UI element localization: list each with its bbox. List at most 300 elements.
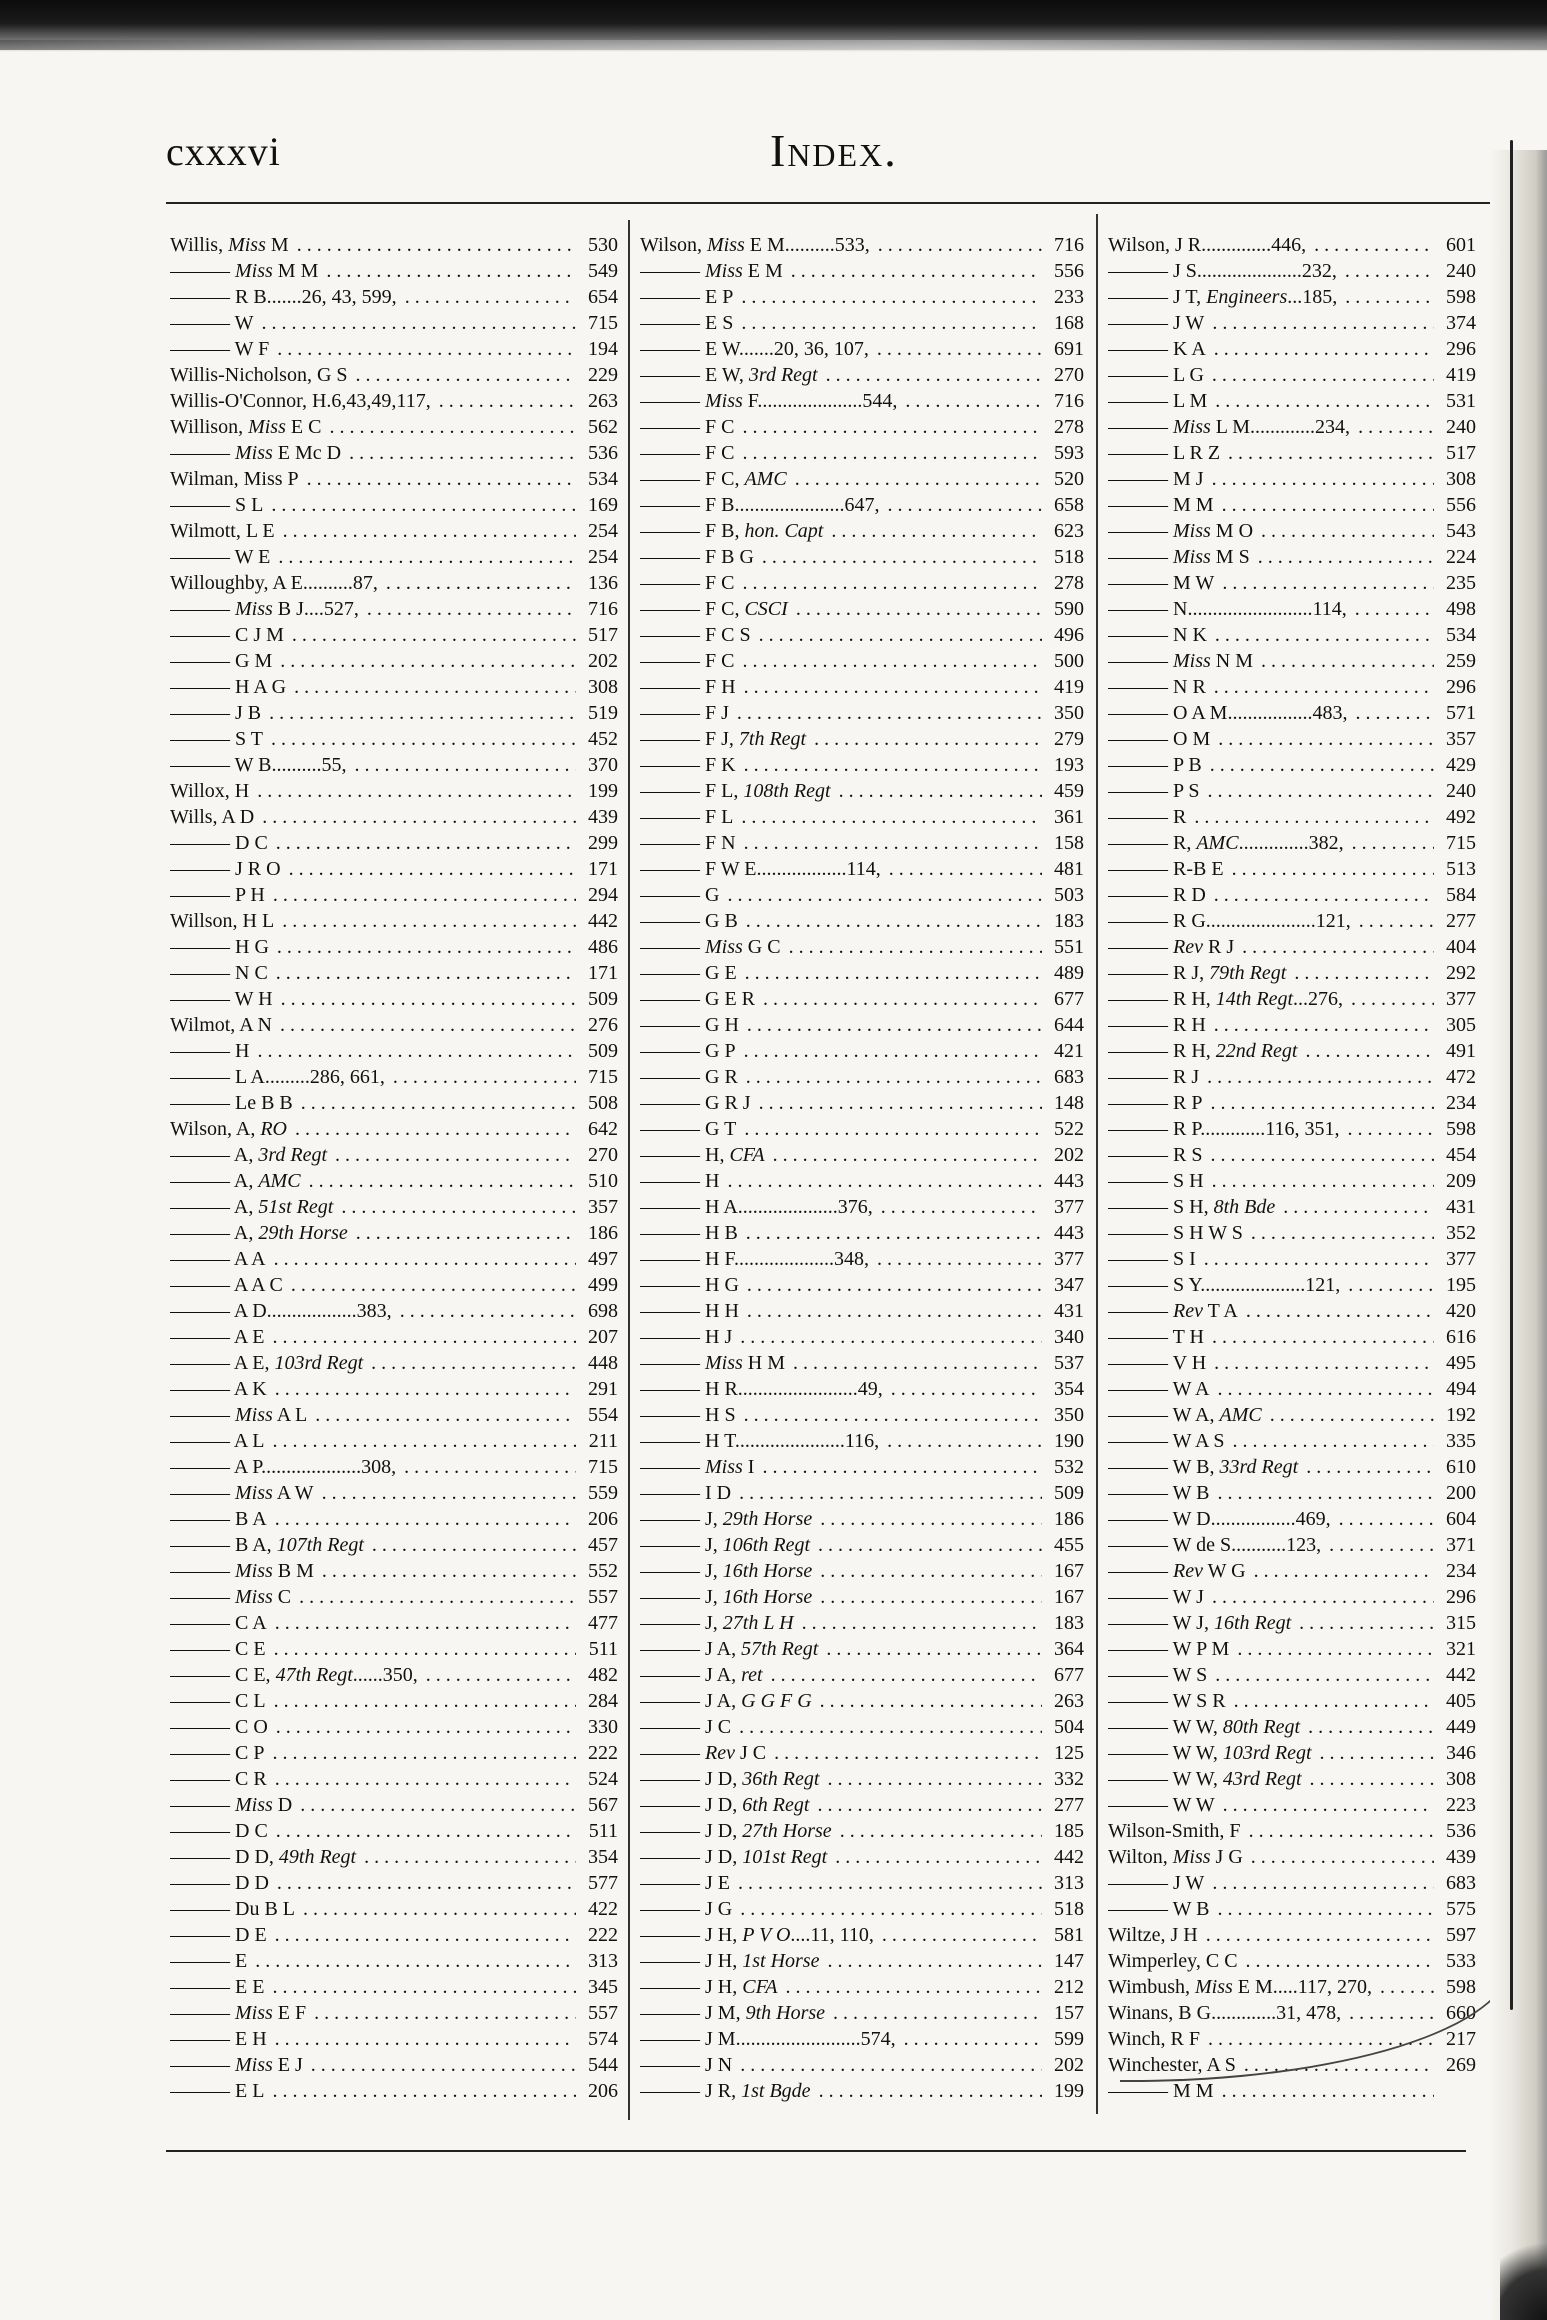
index-entry: [170, 232, 618, 258]
entry-page-number: 357: [1442, 726, 1476, 752]
entry-page-number: 439: [1442, 1844, 1476, 1870]
entry-name: ——— R D: [1108, 884, 1209, 906]
index-entry: [1108, 1662, 1476, 1688]
entry-page-number: 332: [1050, 1766, 1084, 1792]
index-entry: [1108, 596, 1476, 622]
index-entry: [640, 1948, 1084, 1974]
index-entry: [1108, 1376, 1476, 1402]
entry-page-number: 683: [1050, 1064, 1084, 1090]
entry-page-number: 530: [584, 232, 618, 258]
index-entry: [640, 648, 1084, 674]
entry-name: ——— D D, 49th Regt: [170, 1846, 359, 1868]
top-scan-shadow: [0, 40, 1547, 50]
index-entry: [170, 258, 618, 284]
index-entry: [1108, 1818, 1476, 1844]
entry-page-number: 491: [1442, 1038, 1476, 1064]
entry-name: ——— F N: [640, 832, 739, 854]
entry-name: ——— J E: [640, 1872, 733, 1894]
entry-page-number: 422: [584, 1896, 618, 1922]
entry-name: ——— J, 29th Horse: [640, 1508, 815, 1530]
entry-name: ——— Rev R J: [1108, 936, 1237, 958]
entry-name: ——— J A, G G F G: [640, 1690, 815, 1712]
entry-name: ——— J D, 101st Regt: [640, 1846, 830, 1868]
entry-name: ——— M M: [1108, 494, 1217, 516]
entry-page-number: 313: [1050, 1870, 1084, 1896]
entry-name: ——— W A: [1108, 1378, 1213, 1400]
entry-page-number: 194: [584, 336, 618, 362]
entry-name: ——— G H: [640, 1014, 742, 1036]
index-entry: [1108, 752, 1476, 778]
index-entry: [640, 1376, 1084, 1402]
entry-name: ——— F B, hon. Capt: [640, 520, 826, 542]
entry-page-number: 449: [1442, 1714, 1476, 1740]
entry-name: ——— E W.......20, 36, 107,: [640, 338, 872, 360]
entry-name: ——— C R: [170, 1768, 270, 1790]
entry-page-number: 171: [584, 856, 618, 882]
index-entry: [1108, 1142, 1476, 1168]
index-entry: [170, 1792, 618, 1818]
entry-page-number: 571: [1442, 700, 1476, 726]
entry-name: ——— W S R: [1108, 1690, 1229, 1712]
index-entry: [170, 1558, 618, 1584]
entry-page-number: 500: [1050, 648, 1084, 674]
index-entry: [170, 1584, 618, 1610]
index-entry: [1108, 622, 1476, 648]
entry-name: ——— E E: [170, 1976, 267, 1998]
entry-page-number: 644: [1050, 1012, 1084, 1038]
entry-name: ——— Miss I: [640, 1456, 757, 1478]
entry-page-number: 377: [1442, 1246, 1476, 1272]
entry-page-number: 574: [584, 2026, 618, 2052]
entry-name: ——— Miss G C: [640, 936, 784, 958]
entry-page-number: 211: [585, 1428, 618, 1454]
index-entry: [640, 2052, 1084, 2078]
index-entry: [1108, 1766, 1476, 1792]
index-entry: [170, 674, 618, 700]
index-entry: [640, 570, 1084, 596]
entry-page-number: 195: [1442, 1272, 1476, 1298]
entry-page-number: 354: [584, 1844, 618, 1870]
entry-page-number: 495: [1442, 1350, 1476, 1376]
entry-page-number: 715: [584, 1064, 618, 1090]
entry-page-number: 354: [1050, 1376, 1084, 1402]
entry-name: Willox, H: [170, 780, 252, 802]
index-entry: [1108, 1012, 1476, 1038]
entry-page-number: 222: [584, 1740, 618, 1766]
entry-name: ——— P S: [1108, 780, 1203, 802]
entry-page-number: 377: [1442, 986, 1476, 1012]
entry-name: ——— D D: [170, 1872, 272, 1894]
entry-name: ——— R H: [1108, 1014, 1209, 1036]
index-entry: [1108, 1116, 1476, 1142]
entry-name: ——— F K: [640, 754, 739, 776]
index-entry: [170, 466, 618, 492]
index-entry: [170, 362, 618, 388]
entry-name: ——— W A S: [1108, 1430, 1228, 1452]
entry-page-number: 716: [1050, 388, 1084, 414]
index-entry: [1108, 388, 1476, 414]
entry-name: Willison, Miss E C: [170, 416, 324, 438]
index-entry: [1108, 934, 1476, 960]
index-entry: [170, 1298, 618, 1324]
entry-name: ——— Miss F.....................544,: [640, 390, 900, 412]
entry-name: ——— M W: [1108, 572, 1217, 594]
entry-page-number: 270: [1050, 362, 1084, 388]
index-entry: [170, 1064, 618, 1090]
entry-name: ——— W B..........55,: [170, 754, 350, 776]
entry-page-number: 557: [584, 1584, 618, 1610]
index-entry: [640, 726, 1084, 752]
page-title: Index.: [770, 125, 898, 176]
entry-page-number: 481: [1050, 856, 1084, 882]
entry-name: ——— A E, 103rd Regt: [170, 1352, 366, 1374]
entry-name: ——— H G: [170, 936, 272, 958]
entry-page-number: 421: [1050, 1038, 1084, 1064]
index-entry: [640, 1792, 1084, 1818]
entry-name: ——— Rev W G: [1108, 1560, 1249, 1582]
entry-name: ——— C J M: [170, 624, 287, 646]
index-entry: [1108, 1402, 1476, 1428]
index-entry: [1108, 414, 1476, 440]
entry-page-number: 278: [1050, 414, 1084, 440]
entry-page-number: 520: [1050, 466, 1084, 492]
entry-name: ——— J M, 9th Horse: [640, 2002, 828, 2024]
entry-name: ——— W: [170, 312, 257, 334]
entry-page-number: 494: [1442, 1376, 1476, 1402]
index-entry: [640, 934, 1084, 960]
entry-name: ——— Miss E M: [640, 260, 786, 282]
entry-page-number: 544: [584, 2052, 618, 2078]
entry-name: ——— H, CFA: [640, 1144, 768, 1166]
entry-name: ——— J H, 1st Horse: [640, 1950, 822, 1972]
entry-page-number: 590: [1050, 596, 1084, 622]
entry-name: ——— W P M: [1108, 1638, 1232, 1660]
index-entry: [170, 414, 618, 440]
index-entry: [170, 908, 618, 934]
entry-page-number: 556: [1050, 258, 1084, 284]
entry-name: Willis-O'Connor, H.6,43,49,117,: [170, 390, 434, 412]
entry-page-number: 199: [1050, 2078, 1084, 2104]
entry-name: ——— J, 27th L H: [640, 1612, 797, 1634]
index-entry: [170, 570, 618, 596]
entry-name: ——— A L: [170, 1430, 267, 1452]
index-entry: [1108, 726, 1476, 752]
index-entry: [640, 258, 1084, 284]
entry-name: Wilson, A, RO: [170, 1118, 290, 1140]
entry-name: ——— S L: [170, 494, 266, 516]
entry-page-number: 715: [584, 1454, 618, 1480]
index-entry: [640, 1714, 1084, 1740]
entry-page-number: 148: [1050, 1090, 1084, 1116]
entry-name: ——— Miss D: [170, 1794, 295, 1816]
entry-name: ——— D C: [170, 832, 271, 854]
entry-name: ——— L M: [1108, 390, 1210, 412]
index-entry: [640, 2078, 1084, 2104]
entry-page-number: 616: [1442, 1324, 1476, 1350]
entry-page-number: 716: [584, 596, 618, 622]
entry-page-number: 277: [1050, 1792, 1084, 1818]
entry-page-number: 536: [1442, 1818, 1476, 1844]
entry-name: ——— A, AMC: [170, 1170, 304, 1192]
entry-name: ——— H H: [640, 1300, 742, 1322]
entry-page-number: 452: [584, 726, 618, 752]
index-entry: [1108, 856, 1476, 882]
index-entry: [640, 1324, 1084, 1350]
header-rule: [166, 202, 1496, 204]
entry-page-number: 263: [584, 388, 618, 414]
entry-name: Wilmot, A N: [170, 1014, 275, 1036]
entry-name: ——— W B, 33rd Regt: [1108, 1456, 1301, 1478]
page-corner-shadow: [1500, 2220, 1547, 2320]
entry-name: ——— V H: [1108, 1352, 1209, 1374]
index-entry: [640, 466, 1084, 492]
entry-name: ——— C P: [170, 1742, 267, 1764]
entry-page-number: 223: [1442, 1792, 1476, 1818]
index-entry: [170, 1038, 618, 1064]
entry-name: ——— S Y.....................121,: [1108, 1274, 1343, 1296]
entry-page-number: 357: [584, 1194, 618, 1220]
index-entry: [170, 1844, 618, 1870]
entry-page-number: 254: [584, 518, 618, 544]
index-entry: [170, 1142, 618, 1168]
entry-page-number: 186: [584, 1220, 618, 1246]
entry-name: Willis, Miss M: [170, 234, 292, 256]
index-entry: [640, 830, 1084, 856]
entry-name: ——— S H, 8th Bde: [1108, 1196, 1278, 1218]
entry-page-number: 533: [1442, 1948, 1476, 1974]
entry-page-number: 321: [1442, 1636, 1476, 1662]
index-entry: [1108, 1610, 1476, 1636]
entry-page-number: 405: [1442, 1688, 1476, 1714]
entry-name: ——— H: [640, 1170, 722, 1192]
index-entry: [640, 1818, 1084, 1844]
index-entry: [1108, 336, 1476, 362]
index-entry: [170, 934, 618, 960]
entry-page-number: 200: [1442, 1480, 1476, 1506]
entry-page-number: 370: [584, 752, 618, 778]
index-entry: [640, 908, 1084, 934]
footer-rule: [166, 2150, 1466, 2152]
index-column-1: [170, 232, 618, 2104]
index-entry: [170, 1870, 618, 1896]
entry-page-number: 222: [584, 1922, 618, 1948]
entry-name: ——— G B: [640, 910, 741, 932]
entry-page-number: 511: [585, 1636, 618, 1662]
entry-page-number: 519: [584, 700, 618, 726]
entry-name: ——— H G: [640, 1274, 742, 1296]
entry-page-number: 511: [585, 1818, 618, 1844]
entry-name: ——— A, 51st Regt: [170, 1196, 336, 1218]
entry-page-number: 482: [584, 1662, 618, 1688]
entry-page-number: 419: [1050, 674, 1084, 700]
index-entry: [640, 2000, 1084, 2026]
index-entry: [1108, 310, 1476, 336]
entry-page-number: 340: [1050, 1324, 1084, 1350]
entry-page-number: 448: [584, 1350, 618, 1376]
index-entry: [170, 830, 618, 856]
index-entry: [640, 1064, 1084, 1090]
entry-page-number: 443: [1050, 1220, 1084, 1246]
entry-name: ——— W de S...........123,: [1108, 1534, 1324, 1556]
entry-page-number: 404: [1442, 934, 1476, 960]
entry-page-number: 240: [1442, 414, 1476, 440]
index-entry: [640, 388, 1084, 414]
index-entry: [170, 1116, 618, 1142]
entry-page-number: 556: [1442, 492, 1476, 518]
entry-page-number: 240: [1442, 778, 1476, 804]
entry-name: ——— E H: [170, 2028, 270, 2050]
entry-name: ——— L G: [1108, 364, 1207, 386]
entry-page-number: 677: [1050, 986, 1084, 1012]
index-entry: [1108, 648, 1476, 674]
index-entry: [170, 622, 618, 648]
entry-page-number: 277: [1442, 908, 1476, 934]
entry-page-number: 517: [584, 622, 618, 648]
index-entry: [640, 1766, 1084, 1792]
index-entry: [640, 1012, 1084, 1038]
index-entry: [170, 544, 618, 570]
index-entry: [170, 1246, 618, 1272]
entry-name: ——— Miss M S: [1108, 546, 1253, 568]
entry-page-number: 276: [584, 1012, 618, 1038]
entry-name: ——— F C, AMC: [640, 468, 790, 490]
entry-page-number: 229: [584, 362, 618, 388]
index-entry: [640, 544, 1084, 570]
entry-name: ——— H J: [640, 1326, 735, 1348]
entry-page-number: 531: [1442, 388, 1476, 414]
index-entry: [640, 1142, 1084, 1168]
entry-name: ——— L R Z: [1108, 442, 1223, 464]
index-entry: [170, 1610, 618, 1636]
entry-page-number: 472: [1442, 1064, 1476, 1090]
entry-name: ——— N C: [170, 962, 271, 984]
index-entry: [640, 336, 1084, 362]
entry-name: ——— J S.....................232,: [1108, 260, 1340, 282]
entry-page-number: 296: [1442, 674, 1476, 700]
entry-name: ——— S H W S: [1108, 1222, 1246, 1244]
entry-page-number: 259: [1442, 648, 1476, 674]
entry-page-number: 575: [1442, 1896, 1476, 1922]
entry-page-number: 374: [1442, 310, 1476, 336]
index-entry: [1108, 1194, 1476, 1220]
entry-page-number: 534: [1442, 622, 1476, 648]
entry-page-number: 234: [1442, 1558, 1476, 1584]
entry-page-number: 294: [584, 882, 618, 908]
entry-name: ——— F C, CSCI: [640, 598, 791, 620]
entry-name: ——— F B G: [640, 546, 757, 568]
index-entry: [1108, 284, 1476, 310]
index-entry: [640, 284, 1084, 310]
entry-page-number: 536: [584, 440, 618, 466]
entry-page-number: 361: [1050, 804, 1084, 830]
index-entry: [640, 1688, 1084, 1714]
entry-name: Willoughby, A E..........87,: [170, 572, 381, 594]
entry-page-number: 577: [584, 1870, 618, 1896]
index-entry: [1108, 1168, 1476, 1194]
entry-name: ——— N R: [1108, 676, 1209, 698]
index-entry: [640, 1870, 1084, 1896]
index-entry: [170, 440, 618, 466]
entry-page-number: 509: [1050, 1480, 1084, 1506]
entry-page-number: 518: [1050, 544, 1084, 570]
index-entry: [170, 882, 618, 908]
index-entry: [640, 362, 1084, 388]
index-entry: [640, 1350, 1084, 1376]
entry-name: ——— N.........................114,: [1108, 598, 1350, 620]
entry-page-number: 508: [584, 1090, 618, 1116]
entry-page-number: 209: [1442, 1168, 1476, 1194]
entry-name: ——— F H: [640, 676, 739, 698]
entry-name: ——— A P....................308,: [170, 1456, 399, 1478]
entry-name: Wimbush, Miss E M.....117, 270,: [1108, 1976, 1375, 1998]
entry-name: ——— J B: [170, 702, 264, 724]
index-entry: [640, 1116, 1084, 1142]
index-entry: [1108, 258, 1476, 284]
entry-page-number: 168: [1050, 310, 1084, 336]
entry-name: ——— A K: [170, 1378, 270, 1400]
entry-page-number: 509: [584, 986, 618, 1012]
index-entry: [170, 648, 618, 674]
entry-name: ——— A A: [170, 1248, 269, 1270]
entry-page-number: 377: [1050, 1246, 1084, 1272]
entry-page-number: 171: [584, 960, 618, 986]
entry-name: ——— C E: [170, 1638, 269, 1660]
index-entry: [1108, 544, 1476, 570]
entry-name: ——— H R........................49,: [640, 1378, 886, 1400]
entry-page-number: 510: [584, 1168, 618, 1194]
entry-name: Wiltze, J H: [1108, 1924, 1201, 1946]
index-entry: [640, 1506, 1084, 1532]
index-entry: [1108, 1064, 1476, 1090]
entry-name: ——— J H, CFA: [640, 1976, 780, 1998]
entry-page-number: 567: [584, 1792, 618, 1818]
entry-page-number: 455: [1050, 1532, 1084, 1558]
entry-page-number: 623: [1050, 518, 1084, 544]
entry-page-number: 169: [584, 492, 618, 518]
entry-name: ——— Miss E Mc D: [170, 442, 344, 464]
entry-page-number: 234: [1442, 1090, 1476, 1116]
entry-name: ——— F J: [640, 702, 732, 724]
entry-page-number: 315: [1442, 1610, 1476, 1636]
index-entry: [640, 1272, 1084, 1298]
entry-name: ——— Miss M M: [170, 260, 321, 282]
entry-name: ——— J T, Engineers...185,: [1108, 286, 1340, 308]
entry-page-number: 642: [584, 1116, 618, 1142]
index-entry: [640, 1220, 1084, 1246]
entry-name: ——— F C: [640, 650, 737, 672]
entry-page-number: 517: [1442, 440, 1476, 466]
index-entry: [1108, 778, 1476, 804]
index-entry: [640, 804, 1084, 830]
entry-page-number: 270: [584, 1142, 618, 1168]
entry-page-number: 599: [1050, 2026, 1084, 2052]
entry-name: ——— M M: [1108, 2080, 1217, 2102]
entry-page-number: 305: [1442, 1012, 1476, 1038]
entry-page-number: 551: [1050, 934, 1084, 960]
entry-page-number: 486: [584, 934, 618, 960]
entry-page-number: 557: [584, 2000, 618, 2026]
entry-name: ——— Miss E F: [170, 2002, 309, 2024]
index-entry: [1108, 1844, 1476, 1870]
entry-name: ——— A A C: [170, 1274, 286, 1296]
entry-name: Winchester, A S: [1108, 2054, 1239, 2076]
index-entry: [640, 1610, 1084, 1636]
entry-name: ——— R H, 22nd Regt: [1108, 1040, 1300, 1062]
index-entry: [640, 986, 1084, 1012]
entry-page-number: 715: [584, 310, 618, 336]
entry-page-number: 335: [1442, 1428, 1476, 1454]
entry-name: ——— R P.............116, 351,: [1108, 1118, 1343, 1140]
